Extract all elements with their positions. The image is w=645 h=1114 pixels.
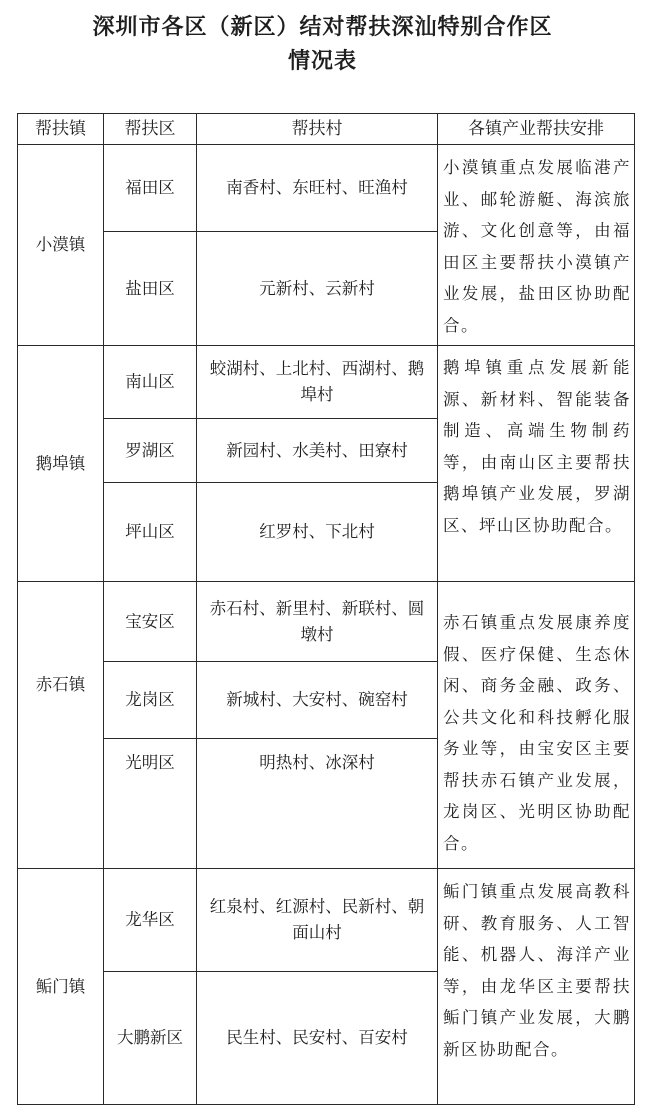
page-subtitle: 情况表 [287, 49, 357, 74]
district-cell: 龙岗区 [125, 690, 175, 709]
industry-plan-text: 小漠镇重点发展临港产业、邮轮游艇、海滨旅游、文化创意等，由福田区主要帮扶小漠镇产业发展，盐田区协助配合。 [443, 158, 631, 335]
village-cell: 红罗村、下北村 [259, 522, 375, 541]
header-village: 帮扶村 [291, 119, 343, 139]
district-cell: 光明区 [125, 753, 175, 772]
district-cell: 罗湖区 [125, 440, 175, 460]
header-district: 帮扶区 [124, 119, 176, 139]
industry-plan-text: 鹅埠镇重点发展新能源、新材料、智能装备制造、高端生物制药等，由南山区主要帮扶鹅埠镇产业发展，罗湖区、坪山区协助配合。 [443, 358, 631, 535]
village-cell: 民生村、民安村、百安村 [226, 1028, 408, 1047]
header-plan: 各镇产业帮扶安排 [468, 119, 604, 139]
village-cell: 蛟湖村、上北村、西湖村、鹅埠村 [209, 359, 425, 404]
district-cell: 福田区 [125, 178, 175, 197]
town-cell: 小漠镇 [35, 235, 86, 254]
industry-plan-text: 鲘门镇重点发展高教科研、教育服务、人工智能、机器人、海洋产业等，由龙华区主要帮扶鲘门镇产业发展，大鹏新区协助配合。 [443, 882, 631, 1059]
village-cell: 新城村、大安村、碗窑村 [226, 690, 408, 709]
village-cell: 红泉村、红源村、民新村、朝面山村 [209, 897, 425, 942]
village-cell: 赤石村、新里村、新联村、圆墩村 [209, 598, 425, 644]
village-cell: 南香村、东旺村、旺渔村 [226, 178, 408, 197]
village-cell: 明热村、冰深村 [259, 753, 375, 772]
town-cell: 鹅埠镇 [35, 453, 86, 473]
district-cell: 龙华区 [125, 910, 175, 929]
town-cell: 鲘门镇 [35, 976, 86, 996]
district-cell: 坪山区 [125, 522, 175, 541]
town-cell: 赤石镇 [35, 674, 86, 694]
district-cell: 大鹏新区 [117, 1028, 183, 1047]
industry-plan-text: 赤石镇重点发展康养度假、医疗保健、生态休闲、商务金融、政务、公共文化和科技孵化服务业等，由宝安区主要帮扶赤石镇产业发展，龙岗区、光明区协助配合。 [443, 613, 631, 853]
district-cell: 南山区 [125, 372, 175, 391]
district-cell: 盐田区 [125, 278, 175, 298]
village-cell: 元新村、云新村 [259, 278, 375, 298]
header-town: 帮扶镇 [35, 119, 86, 139]
district-cell: 宝安区 [125, 611, 175, 631]
page-title: 深圳市各区（新区）结对帮扶深汕特别合作区 [92, 15, 553, 40]
village-cell: 新园村、水美村、田寮村 [226, 440, 408, 460]
